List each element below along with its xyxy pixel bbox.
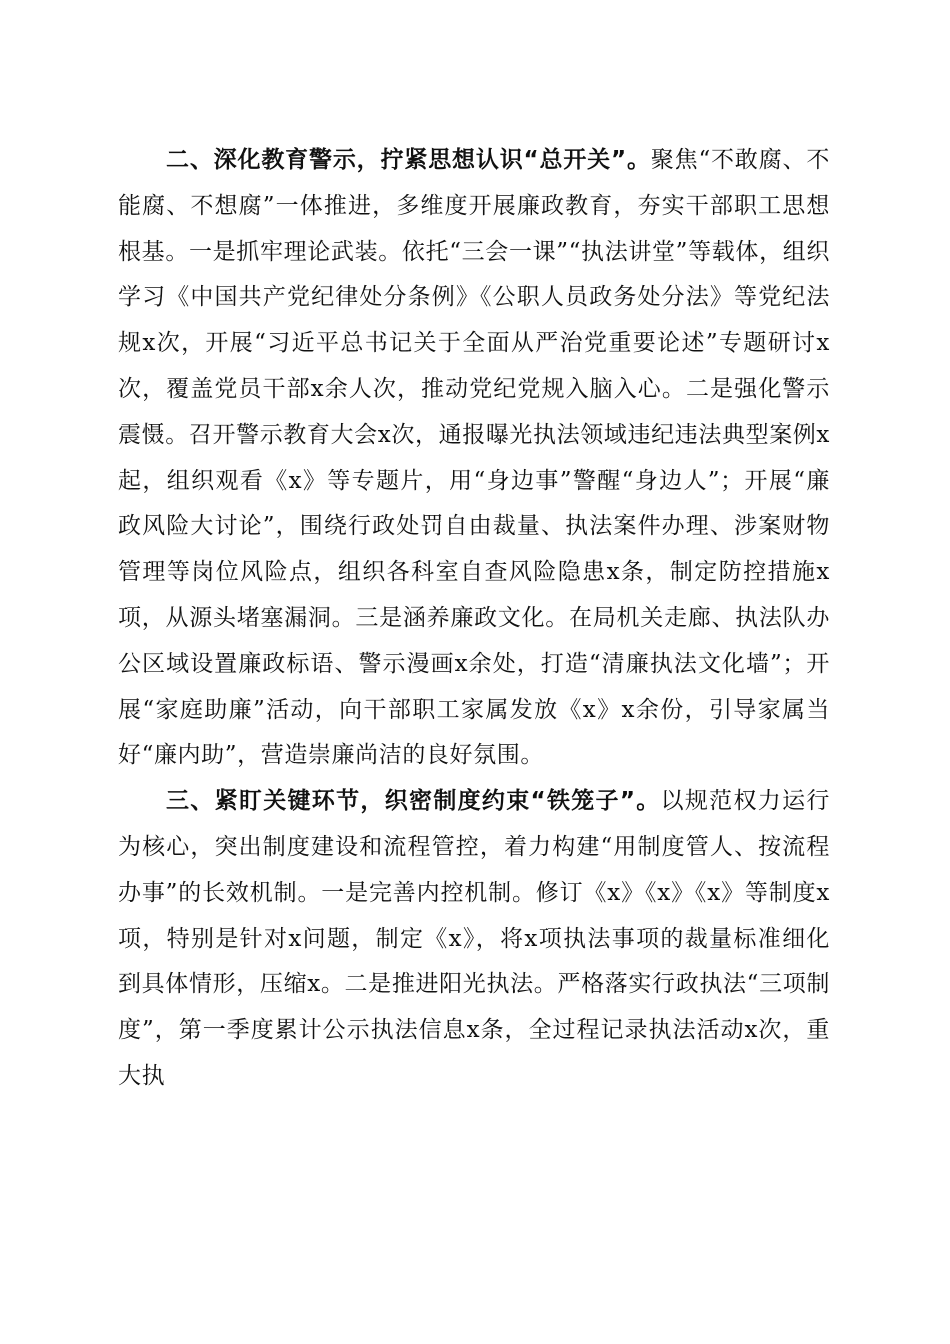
- section-text-3: 以规范权力运行为核心，突出制度建设和流程管控，着力构建“用制度管人、按流程办事”的长效机制。一是完善内控机制。修订《x》《x》《x》等制度x项，特别是针对x问题，制定《x》，将x项执法事项的裁量标准细化到具体情形，压缩x。二是推进阳光执法。严格落实行政执法“三项制度”，第一季度累计公示执法信息x条，全过程记录执法活动x次，重大执: [118, 788, 830, 1089]
- section-heading-3: 三、紧盯关键环节，织密制度约束“铁笼子”。: [166, 788, 661, 815]
- paragraph-key-links: [118, 779, 830, 1100]
- document-body: [118, 138, 830, 1100]
- section-heading-2: 二、深化教育警示，拧紧思想认识“总开关”。: [166, 147, 651, 173]
- paragraph-education-warning: [118, 138, 830, 779]
- section-text-2: 聚焦“不敢腐、不能腐、不想腐”一体推进，多维度开展廉政教育，夯实干部职工思想根基。一是抓牢理论武装。依托“三会一课”“执法讲堂”等载体，组织学习《中国共产党纪律处分条例》《公职人员政务处分法》等党纪法规x次，开展“习近平总书记关于全面从严治党重要论述”专题研讨x次，覆盖党员干部x余人次，推动党纪党规入脑入心。二是强化警示震慑。召开警示教育大会x次，通报曝光执法领域违纪违法典型案例x起，组织观看《x》等专题片，用“身边事”警醒“身边人”；开展“廉政风险大讨论”，围绕行政处罚自由裁量、执法案件办理、涉案财物管理等岗位风险点，组织各科室自查风险隐患x条，制定防控措施x项，从源头堵塞漏洞。三是涵养廉政文化。在局机关走廊、执法队办公区域设置廉政标语、警示漫画x余处，打造“清廉执法文化墙”；开展“家庭助廉”活动，向干部职工家属发放《x》x余份，引导家属当好“廉内助”，营造崇廉尚洁的良好氛围。: [118, 147, 830, 769]
